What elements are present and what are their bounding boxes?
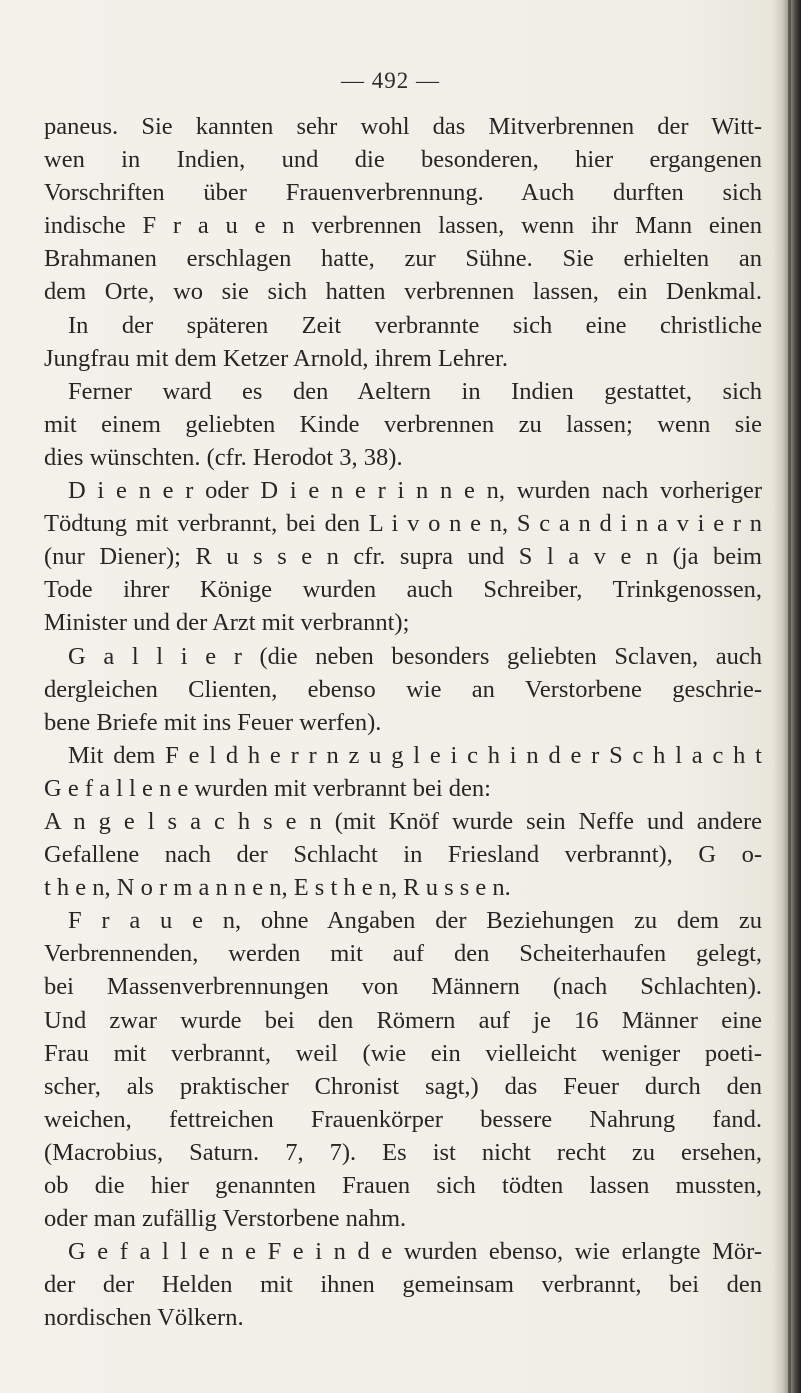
text-line: Mit dem F e l d h e r r n z u g l e i c h i n d e r S c h l a c h t (68, 741, 762, 769)
text-line: nordischen Völkern. (44, 1304, 244, 1332)
text-line: bene Briefe mit ins Feuer werfen). (44, 708, 382, 736)
text-line: Brahmanen erschlagen hatte, zur Sühne. Sie erhielten an (44, 245, 762, 273)
text-line: G e f a l l e n e F e i n d e wurden ebenso, wie erlangte Mör- (68, 1238, 762, 1266)
text-line: G e f a l l e n e wurden mit verbrannt bei den: (44, 774, 491, 802)
text-line: Vorschriften über Frauenverbrennung. Auch durften sich (44, 179, 762, 207)
text-line: D i e n e r oder D i e n e r i n n e n, wurden nach vorheriger (68, 477, 762, 505)
text-line: weichen, fettreichen Frauenkörper bessere Nahrung fand. (44, 1105, 762, 1133)
text-line: oder man zufällig Verstorbene nahm. (44, 1205, 407, 1233)
text-line: ob die hier genannten Frauen sich tödten lassen mussten, (44, 1172, 762, 1199)
book-binding-edge (773, 0, 801, 1393)
text-line: Tode ihrer Könige wurden auch Schreiber, Trinkgenossen, (44, 576, 762, 604)
text-line: Frau mit verbrannt, weil (wie ein vielleicht weniger poeti- (44, 1039, 762, 1067)
text-line: (nur Diener); R u s s e n cfr. supra und S l a v e n (ja beim (44, 543, 762, 571)
text-line: G a l l i e r (die neben besonders geliebten Sclaven, auch (68, 642, 762, 670)
text-line: dem Orte, wo sie sich hatten verbrennen lassen, ein Denkmal. (44, 278, 762, 306)
text-line: dies wünschten. (cfr. Herodot 3, 38). (44, 443, 403, 471)
text-line: wen in Indien, und die besonderen, hier ergangenen (44, 146, 762, 174)
text-line: Verbrennenden, werden mit auf den Scheiterhaufen gelegt, (44, 940, 762, 968)
text-line: Minister und der Arzt mit verbrannt); (44, 609, 410, 637)
page-number: — 492 — (341, 68, 440, 93)
book-binding-shadow (788, 0, 791, 1393)
body-text (44, 110, 762, 1334)
text-line: scher, als praktischer Chronist sagt,) das Feuer durch den (44, 1072, 762, 1100)
text-line: Tödtung mit verbrannt, bei den L i v o n e n, S c a n d i n a v i e r n (44, 510, 762, 538)
text-line: Und zwar wurde bei den Römern auf je 16 Männer eine (44, 1006, 762, 1034)
text-line: paneus. Sie kannten sehr wohl das Mitverbrennen der Witt- (44, 113, 762, 140)
text-line: Jungfrau mit dem Ketzer Arnold, ihrem Lehrer. (44, 344, 508, 372)
text-line: indische F r a u e n verbrennen lassen, wenn ihr Mann einen (44, 212, 762, 240)
text-line: (Macrobius, Saturn. 7, 7). Es ist nicht recht zu ersehen, (44, 1138, 762, 1166)
text-line: der der Helden mit ihnen gemeinsam verbrannt, bei den (44, 1271, 762, 1299)
text-line: Gefallene nach der Schlacht in Friesland verbrannt), G o- (44, 841, 762, 869)
text-line: Ferner ward es den Aeltern in Indien gestattet, sich (68, 377, 762, 405)
text-line: bei Massenverbrennungen von Männern (nach Schlachten). (44, 973, 762, 1001)
text-line: mit einem geliebten Kinde verbrennen zu lassen; wenn sie (44, 410, 762, 438)
text-line: A n g e l s a c h s e n (mit Knöf wurde sein Neffe und andere (44, 807, 762, 835)
text-line: dergleichen Clienten, ebenso wie an Verstorbene geschrie- (44, 675, 762, 703)
text-line: F r a u e n, ohne Angaben der Beziehungen zu dem zu (68, 907, 762, 935)
text-line: In der späteren Zeit verbrannte sich eine christliche (68, 311, 762, 339)
text-line: t h e n, N o r m a n n e n, E s t h e n, R u s s e n. (44, 874, 511, 902)
